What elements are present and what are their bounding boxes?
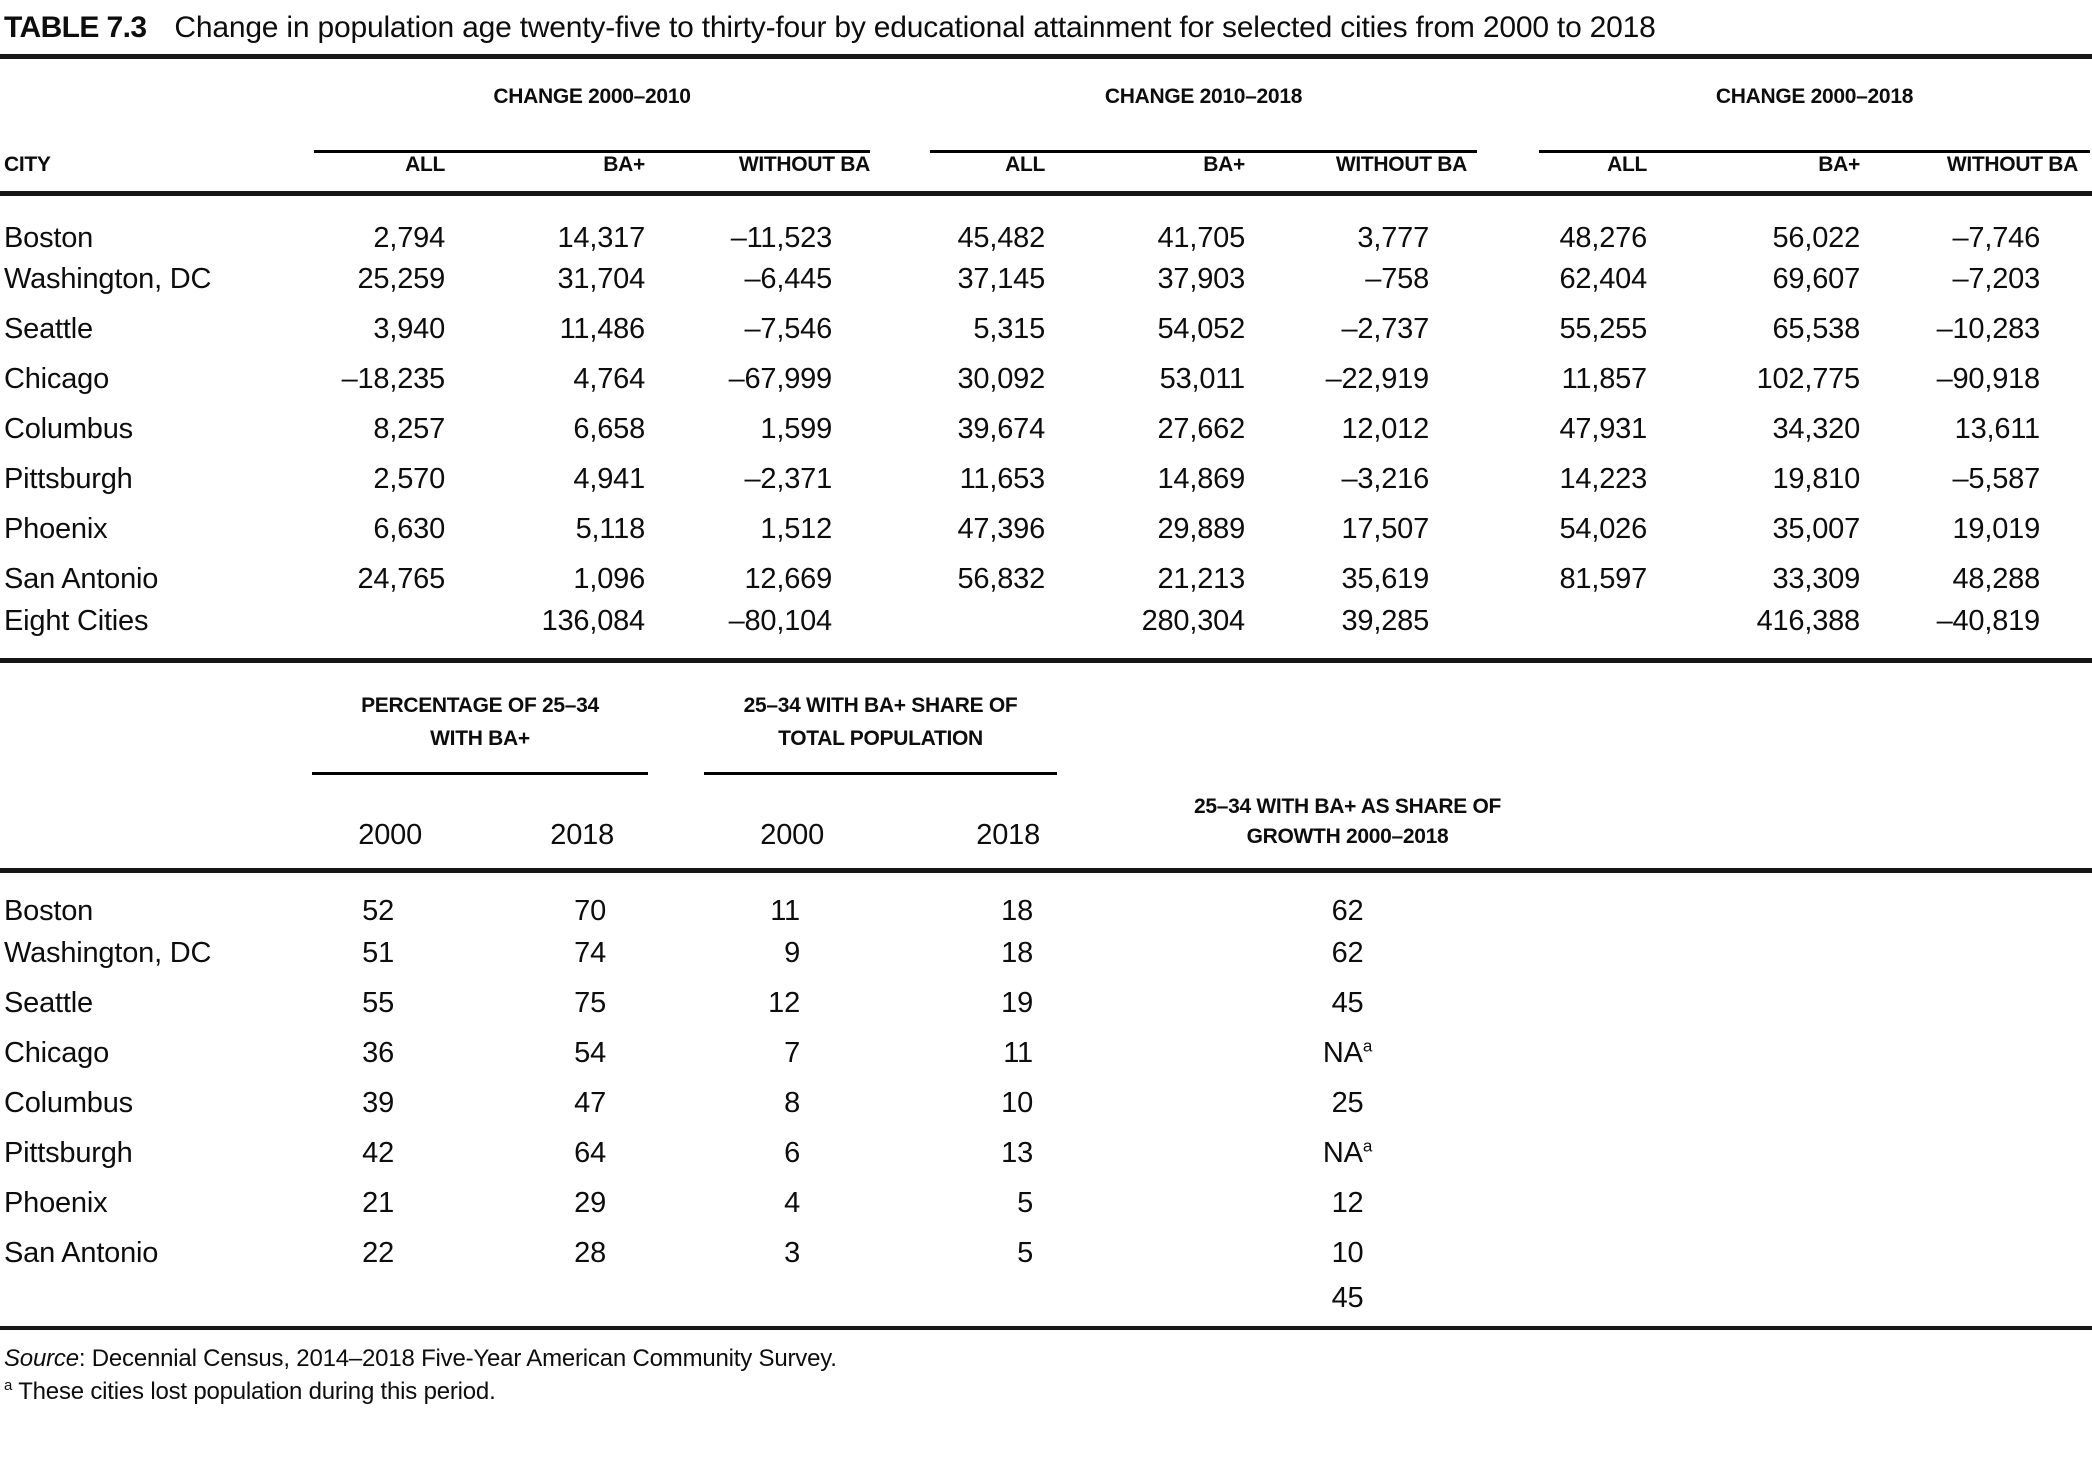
group-label: CHANGE 2000–2010 [493, 85, 691, 108]
value-cell: 34,320 [1772, 413, 1860, 445]
value-cell: 21,213 [1157, 563, 1245, 595]
spacer-cell [1650, 1178, 2092, 1228]
city-cell: Columbus [4, 1086, 133, 1119]
value-cell: 35,007 [1772, 513, 1860, 545]
value-cell: 70 [574, 895, 606, 927]
value-cell: 56,022 [1772, 221, 1860, 254]
group-label: CHANGE 2010–2018 [1104, 85, 1303, 108]
value-cell: 54,052 [1157, 313, 1245, 345]
spacer-cell [1650, 978, 2092, 1028]
value-cell: 11,857 [1561, 363, 1647, 395]
value-cell: 4 [784, 1186, 800, 1219]
value-cell [310, 1278, 430, 1328]
spacer-cell [1650, 928, 2092, 978]
spacer-cell [1650, 871, 2092, 929]
city-cell: Pittsburgh [4, 463, 133, 495]
value-cell: 47,931 [1559, 413, 1647, 445]
page-title [0, 0, 2092, 54]
value-cell: 14,869 [1157, 463, 1245, 495]
value-cell [310, 605, 445, 661]
city-cell: Phoenix [4, 1186, 108, 1219]
value-cell: 18 [1001, 895, 1033, 927]
value-cell: 64 [574, 1136, 606, 1169]
value-cell: 102,775 [1756, 363, 1860, 395]
value-cell: 416,388 [1756, 604, 1860, 637]
value-cell: 24,765 [357, 563, 445, 595]
value-cell [1045, 1078, 1650, 1128]
value-cell: 19 [1001, 986, 1033, 1019]
growth-value: 62 [1331, 936, 1364, 969]
group-header-change-2000-2010 [310, 57, 870, 153]
table-row [0, 1128, 2092, 1178]
table-row [0, 255, 2092, 305]
bottom-table-header [0, 663, 2092, 871]
value-cell: 53,011 [1159, 363, 1245, 395]
growth-value: 25 [1331, 1086, 1364, 1119]
value-cell: 7 [784, 1036, 800, 1069]
value-cell: 54 [574, 1036, 606, 1069]
value-cell: 33,309 [1772, 563, 1860, 595]
source-label: Source [4, 1345, 79, 1372]
city-cell: Pittsburgh [4, 1136, 133, 1169]
city-cell: Eight Cities [4, 604, 149, 637]
value-cell: –90,918 [1936, 363, 2040, 395]
column-header-without-ba: WITHOUT BA [738, 152, 870, 176]
value-cell: 22 [362, 1236, 394, 1269]
value-cell: 18 [1001, 936, 1033, 969]
column-header-ba: BA+ [1818, 152, 1860, 176]
table-row [0, 1278, 2092, 1328]
growth-header-line: GROWTH 2000–2018 [1246, 825, 1449, 848]
city-cell: San Antonio [4, 563, 159, 595]
spacer-cell [0, 57, 310, 153]
value-cell: 2,794 [373, 221, 445, 254]
value-cell [1467, 605, 1647, 661]
growth-value: NA [1322, 1036, 1363, 1069]
source-text: : Decennial Census, 2014–2018 Five-Year American Community Survey. [78, 1345, 837, 1372]
column-header-without-ba: WITHOUT BA [1946, 152, 2078, 176]
column-header-2018: 2018 [550, 819, 614, 851]
value-cell: 37,145 [957, 263, 1045, 295]
value-cell: –18,235 [341, 363, 445, 395]
growth-value: NA [1322, 1136, 1363, 1169]
city-cell: Washington, DC [4, 936, 212, 969]
value-cell: 12,012 [1341, 413, 1429, 445]
value-cell: 30,092 [957, 363, 1045, 395]
value-cell: 45,482 [957, 221, 1045, 254]
value-cell: 48,288 [1952, 563, 2040, 595]
city-cell: San Antonio [4, 1236, 159, 1269]
value-cell: 1,599 [760, 413, 832, 445]
value-cell: 5,118 [575, 513, 645, 545]
value-cell: 48,276 [1559, 221, 1647, 254]
city-cell: Boston [4, 221, 94, 254]
table-row [0, 1028, 2092, 1078]
table-row [0, 605, 2092, 661]
value-cell: 74 [574, 936, 606, 969]
value-cell: 65,538 [1772, 313, 1860, 345]
table-row [0, 555, 2092, 605]
value-cell: –40,819 [1936, 604, 2040, 637]
value-cell: 2,570 [373, 463, 445, 495]
value-cell: 81,597 [1559, 563, 1647, 595]
table-row [0, 928, 2092, 978]
group-label-line: WITH BA+ [430, 726, 530, 750]
value-cell: 13,611 [1954, 413, 2040, 445]
value-cell: 56,832 [957, 563, 1045, 595]
column-header-all: ALL [1005, 152, 1045, 176]
city-cell: Seattle [4, 986, 93, 1019]
table-row [0, 305, 2092, 355]
bottom-table-body [0, 871, 2092, 1329]
value-cell: 10 [1001, 1086, 1033, 1119]
value-cell: 19,019 [1952, 513, 2040, 545]
column-header-share-of-growth [1045, 775, 1650, 871]
value-cell: –758 [1365, 263, 1429, 295]
value-cell: –7,746 [1952, 221, 2040, 254]
value-cell: 17,507 [1341, 513, 1429, 545]
value-cell [1045, 871, 1650, 929]
column-header-row [0, 153, 2092, 194]
value-cell: 28 [574, 1236, 606, 1269]
value-cell: –5,587 [1952, 463, 2040, 495]
growth-value: 45 [1331, 986, 1364, 1019]
table-row [0, 1178, 2092, 1228]
column-header-city: CITY [4, 152, 51, 176]
value-cell: –3,216 [1341, 463, 1429, 495]
value-cell: 62,404 [1559, 263, 1647, 295]
table-row [0, 193, 2092, 255]
column-header-without-ba: WITHOUT BA [1335, 152, 1467, 176]
city-cell: Washington, DC [4, 263, 212, 295]
value-cell: 55 [362, 986, 394, 1019]
value-cell: –7,203 [1952, 263, 2040, 295]
value-cell: 11,486 [559, 313, 645, 345]
source-note [4, 1342, 2092, 1375]
value-cell: 12 [768, 986, 800, 1019]
footnote-text: These cities lost population during this period. [18, 1378, 496, 1405]
value-cell [1045, 1128, 1650, 1178]
footnote-marker: a [1362, 1035, 1373, 1055]
table-row [0, 355, 2092, 405]
column-header-ba: BA+ [1203, 152, 1245, 176]
value-cell: 12,669 [744, 563, 832, 595]
column-header-2000: 2000 [358, 819, 422, 851]
value-cell: 1,096 [573, 563, 645, 595]
value-cell: 11,653 [959, 463, 1045, 495]
value-cell: 5 [1017, 1186, 1033, 1219]
value-cell: 41,705 [1157, 221, 1245, 254]
group-label-line: 25–34 WITH BA+ SHARE OF [743, 693, 1018, 717]
value-cell: 75 [574, 986, 606, 1019]
growth-value: 10 [1331, 1236, 1364, 1269]
value-cell: 14,223 [1559, 463, 1647, 495]
value-cell: 3,940 [373, 313, 445, 345]
value-cell [830, 1278, 1045, 1328]
column-header-ba: BA+ [603, 152, 645, 176]
table-row [0, 1078, 2092, 1128]
value-cell: 55,255 [1559, 313, 1647, 345]
value-cell: 31,704 [557, 263, 645, 295]
value-cell: –10,283 [1936, 313, 2040, 345]
top-table-header [0, 57, 2092, 194]
growth-value: 45 [1331, 1281, 1364, 1314]
value-cell: 13 [1001, 1136, 1033, 1169]
bottom-table [0, 663, 2092, 1331]
value-cell: 9 [784, 936, 800, 969]
value-cell: 25,259 [357, 263, 445, 295]
value-cell [620, 1278, 830, 1328]
value-cell: 1,512 [760, 513, 832, 545]
value-cell: 11 [1003, 1036, 1033, 1069]
city-cell: Columbus [4, 413, 133, 445]
value-cell: 47,396 [957, 513, 1045, 545]
city-cell [0, 1278, 310, 1328]
city-cell: Chicago [4, 1036, 109, 1069]
value-cell: 37,903 [1157, 263, 1245, 295]
group-header-row [0, 57, 2092, 153]
value-cell: 8 [784, 1086, 800, 1119]
value-cell: –22,919 [1325, 363, 1429, 395]
value-cell: –7,546 [744, 313, 832, 345]
value-cell [1045, 1278, 1650, 1328]
value-cell [1045, 1228, 1650, 1278]
city-cell: Chicago [4, 363, 109, 395]
value-cell: 29,889 [1157, 513, 1245, 545]
value-cell: 69,607 [1772, 263, 1860, 295]
subheader-row [0, 775, 2092, 871]
value-cell [1045, 1178, 1650, 1228]
spacer-cell [0, 663, 310, 775]
value-cell: –11,523 [730, 221, 832, 254]
spacer-cell [1650, 1228, 2092, 1278]
value-cell: –80,104 [728, 604, 832, 637]
value-cell: 5,315 [973, 313, 1045, 345]
top-table [0, 54, 2092, 663]
value-cell: 3,777 [1357, 221, 1429, 254]
spacer-cell [1650, 1128, 2092, 1178]
group-header-change-2000-2018 [1467, 57, 2092, 153]
spacer-cell [1650, 1278, 2092, 1328]
growth-value: 12 [1331, 1186, 1364, 1219]
value-cell: 42 [362, 1136, 394, 1169]
city-cell: Phoenix [4, 513, 108, 545]
value-cell [1045, 1028, 1650, 1078]
value-cell: 21 [362, 1186, 394, 1219]
city-cell: Seattle [4, 313, 93, 345]
table-row [0, 505, 2092, 555]
value-cell: –67,999 [728, 363, 832, 395]
group-header-share-of-population [620, 663, 1045, 775]
value-cell: –2,737 [1341, 313, 1429, 345]
value-cell: 27,662 [1157, 413, 1245, 445]
column-header-all: ALL [405, 152, 445, 176]
value-cell: 8,257 [373, 413, 445, 445]
value-cell: 47 [574, 1086, 606, 1119]
group-header-change-2010-2018 [870, 57, 1467, 153]
value-cell: 6,658 [573, 413, 645, 445]
value-cell: 136,084 [541, 604, 645, 637]
value-cell: 5 [1017, 1236, 1033, 1269]
value-cell: 51 [362, 936, 394, 969]
value-cell: 19,810 [1772, 463, 1860, 495]
footnote-marker: a [1362, 1135, 1373, 1155]
value-cell: 52 [362, 895, 394, 927]
value-cell: 6,630 [373, 513, 445, 545]
value-cell: 39,285 [1341, 604, 1429, 637]
table-row [0, 405, 2092, 455]
footnote [4, 1375, 2092, 1408]
growth-header-line: 25–34 WITH BA+ AS SHARE OF [1193, 795, 1502, 818]
value-cell: 36 [362, 1036, 394, 1069]
value-cell: 14,317 [557, 221, 645, 254]
spacer-cell [1045, 663, 1650, 775]
spacer-cell [1650, 775, 2092, 871]
value-cell: 39 [362, 1086, 394, 1119]
top-table-body [0, 193, 2092, 660]
value-cell: 39,674 [957, 413, 1045, 445]
value-cell: 4,764 [573, 363, 645, 395]
value-cell: 280,304 [1141, 604, 1245, 637]
spacer-cell [1650, 663, 2092, 775]
value-cell: 54,026 [1559, 513, 1647, 545]
value-cell: 11 [770, 895, 800, 927]
table-label: TABLE 7.3 [4, 11, 147, 44]
table-row [0, 871, 2092, 929]
spacer-cell [1650, 1078, 2092, 1128]
value-cell [870, 605, 1045, 661]
value-cell [1045, 928, 1650, 978]
column-header-2018: 2018 [976, 819, 1040, 851]
column-header-all: ALL [1607, 152, 1647, 176]
footnote-marker: a [4, 1377, 13, 1394]
value-cell [1045, 978, 1650, 1028]
column-header-2000: 2000 [760, 819, 824, 851]
value-cell: 29 [574, 1186, 606, 1219]
group-label-line: TOTAL POPULATION [778, 726, 983, 750]
city-cell: Boston [4, 895, 94, 927]
value-cell: 6 [784, 1136, 800, 1169]
value-cell: –2,371 [744, 463, 832, 495]
table-caption: Change in population age twenty-five to thirty-four by educational attainment for selected cities from 2000 to 2018 [174, 11, 1656, 44]
value-cell: –6,445 [744, 263, 832, 295]
value-cell: 3 [784, 1236, 800, 1269]
spacer-cell [1650, 1028, 2092, 1078]
spacer-cell [0, 775, 310, 871]
group-label: CHANGE 2000–2018 [1715, 85, 1914, 108]
group-header-row [0, 663, 2092, 775]
group-header-percentage-with-ba [310, 663, 620, 775]
table-row [0, 455, 2092, 505]
notes [0, 1330, 2092, 1408]
value-cell: 35,619 [1341, 563, 1429, 595]
table-row [0, 978, 2092, 1028]
value-cell [430, 1278, 620, 1328]
group-label-line: PERCENTAGE OF 25–34 [361, 693, 599, 717]
value-cell: 4,941 [573, 463, 645, 495]
growth-value: 62 [1331, 895, 1364, 927]
table-row [0, 1228, 2092, 1278]
